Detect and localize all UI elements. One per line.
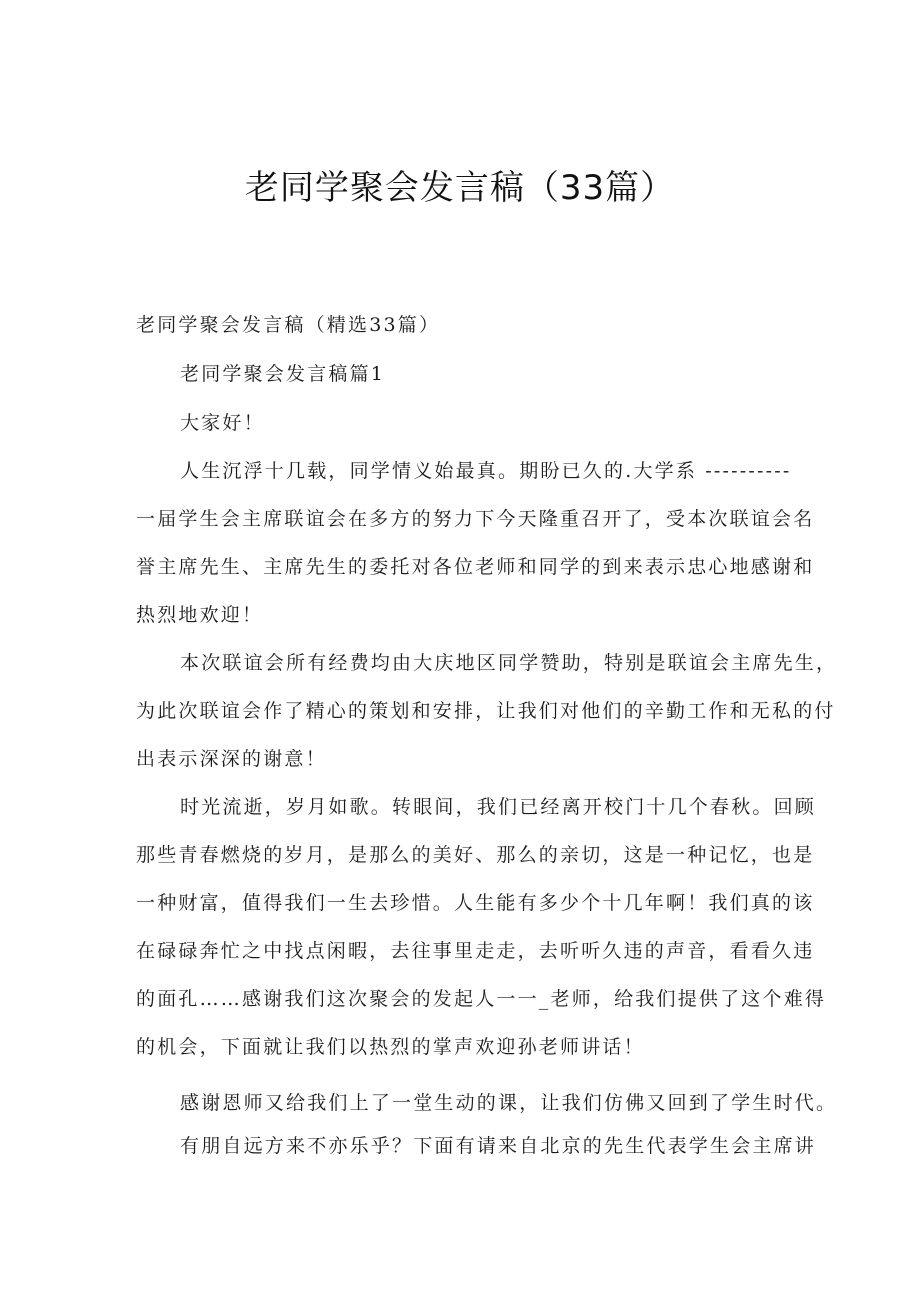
paragraph-line: 感谢恩师又给我们上了一堂生动的课，让我们仿佛又回到了学生时代。: [180, 1092, 838, 1114]
paragraph-line: 在碌碌奔忙之中找点闲暇，去往事里走走，去听听久违的声音，看看久违: [136, 940, 815, 962]
greeting-line: 大家好！: [180, 412, 265, 434]
document-subtitle: 老同学聚会发言稿（精选33篇）: [136, 314, 441, 336]
paragraph-line: 人生沉浮十几载，同学情义始最真。期盼已久的.大学系 ----------: [180, 460, 792, 482]
paragraph-line: 的机会，下面就让我们以热烈的掌声欢迎孙老师讲话！: [136, 1036, 645, 1058]
paragraph-line: 为此次联谊会作了精心的策划和安排，让我们对他们的辛勤工作和无私的付: [136, 700, 836, 722]
paragraph-line: 本次联谊会所有经费均由大庆地区同学赞助，特别是联谊会主席先生，: [180, 652, 838, 674]
paragraph-line: 热烈地欢迎！: [136, 604, 264, 626]
paragraph-line: 一种财富，值得我们一生去珍惜。人生能有多少个十几年啊！我们真的该: [136, 892, 815, 914]
section-heading: 老同学聚会发言稿篇1: [180, 363, 386, 385]
paragraph-line: 的面孔……感谢我们这次聚会的发起人一一_老师，给我们提供了这个难得: [136, 988, 827, 1010]
paragraph-line: 那些青春燃烧的岁月，是那么的美好、那么的亲切，这是一种记忆，也是: [136, 844, 815, 866]
paragraph-line: 出表示深深的谢意！: [136, 748, 327, 770]
document-title: 老同学聚会发言稿（33篇）: [244, 168, 676, 208]
paragraph-line: 一届学生会主席联谊会在多方的努力下今天隆重召开了，受本次联谊会名: [136, 508, 815, 530]
paragraph-line: 有朋自远方来不亦乐乎？下面有请来自北京的先生代表学生会主席讲: [180, 1135, 817, 1157]
paragraph-line: 誉主席先生、主席先生的委托对各位老师和同学的到来表示忠心地感谢和: [136, 556, 815, 578]
paragraph-line: 时光流逝，岁月如歌。转眼间，我们已经离开校门十几个春秋。回顾: [180, 796, 817, 818]
